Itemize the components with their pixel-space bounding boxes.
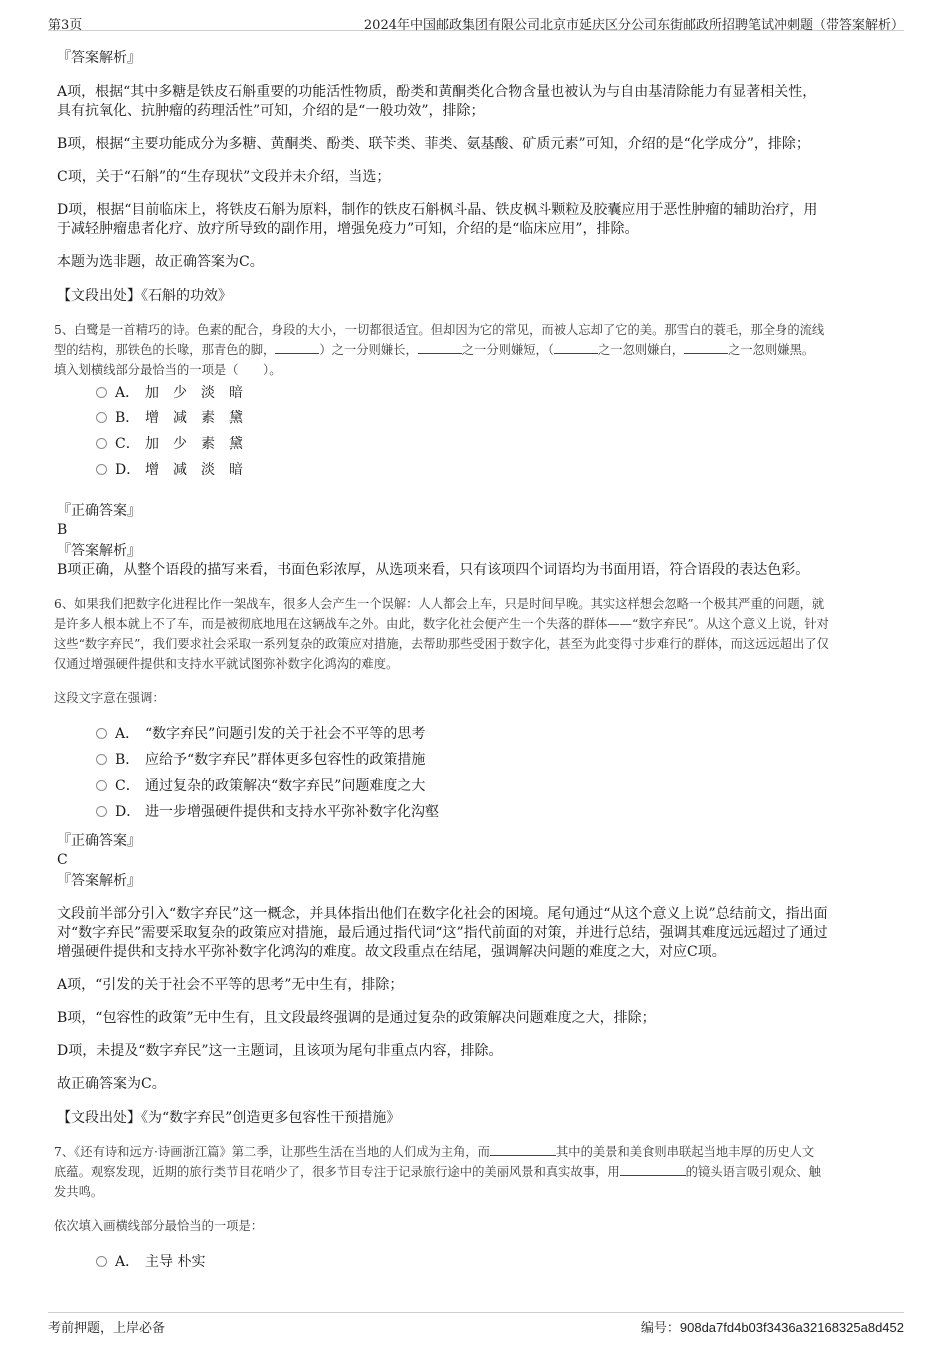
q4-analysis-b: B项，根据“主要功能成分为多糖、黄酮类、酚类、联苄类、菲类、氨基酸、矿质元素”可知，介绍的是“化学成分”，排除；	[57, 136, 810, 152]
q5-stem-line3: 填入划横线部分最恰当的一项是（ ）。	[54, 363, 282, 377]
q6-option-d[interactable]: D． 进一步增强硬件提供和支持水平弥补数字化沟壑	[96, 802, 439, 822]
radio-icon[interactable]	[96, 438, 107, 449]
q6-prompt: 这段文字意在强调：	[54, 691, 165, 705]
radio-icon[interactable]	[96, 387, 107, 398]
q7-blank-1	[490, 1142, 556, 1156]
q7-stem-line1	[54, 1142, 902, 1163]
q5-analysis-heading: 『答案解析』	[57, 543, 141, 559]
q4-analysis-c: C项，关于“石斛”的“生存现状”文段并未介绍，当选；	[57, 169, 391, 185]
q5-blank-2	[418, 340, 462, 354]
q5-stem-part-b: ）之一分则嫌长，	[319, 343, 418, 357]
q6-analysis-line2: 对“数字弃民”需要采取复杂的政策应对措施，最后通过指代词“这”指代前面的对策，并进行总结，强调其难度远远超过了通过	[57, 925, 828, 941]
q4-analysis-d-line2: 于减轻肿瘤患者化疗、放疗所导致的副作用，增强免疫力”可知，介绍的是“临床应用”，排除。	[57, 221, 639, 237]
q6-analysis-a: A项，“引发的关于社会不平等的思考”无中生有，排除；	[57, 977, 404, 993]
q6-analysis-line3: 增强硬件提供和支持水平弥补数字化鸿沟的难度。故文段重点在结尾，强调解决问题的难度之大，对应C项。	[57, 944, 726, 960]
q5-stem-part-d: 之一忽则嫌白，	[597, 343, 685, 357]
radio-icon[interactable]	[96, 806, 107, 817]
q5-option-c[interactable]: C． 加 少 素 黛	[96, 434, 243, 454]
q5-stem-line2	[54, 340, 902, 361]
q7-stem-part-a: 7、《还有诗和远方·诗画浙江篇》第二季，让那些生活在当地的人们成为主角，而	[54, 1145, 490, 1159]
q6-analysis-b: B项，“包容性的政策”无中生有，且文段最终强调的是通过复杂的政策解决问题难度之大，排除；	[57, 1010, 656, 1026]
q4-analysis-a-line2: 具有抗氧化、抗肿瘤的药理活性”可知，介绍的是“一般功效”，排除；	[57, 103, 485, 119]
q7-option-a[interactable]: A． 主导 朴实	[96, 1252, 205, 1272]
q5-blank-3	[554, 340, 598, 354]
q6-answer-heading: 『正确答案』	[57, 833, 141, 849]
q5-option-a[interactable]: A． 加 少 淡 暗	[96, 383, 243, 403]
q6-conclusion: 故正确答案为C。	[57, 1076, 166, 1092]
q7-stem-part-d: 的镜头语言吸引观众、触	[685, 1165, 821, 1179]
q5-stem-part-c: 之一分则嫌短，（	[461, 343, 554, 357]
q7-stem-part-c: 底蕴。观察发现，近期的旅行类节目花哨少了，很多节目专注于记录旅行途中的美丽风景和真实故事，用	[54, 1165, 620, 1179]
radio-icon[interactable]	[96, 412, 107, 423]
document-title: 2024年中国邮政集团有限公司北京市延庆区分公司东街邮政所招聘笔试冲刺题（带答案解析）	[363, 18, 904, 33]
q6-source: 【文段出处】《为“数字弃民”创造更多包容性干预措施》	[57, 1110, 401, 1126]
q5-option-d[interactable]: D． 增 减 淡 暗	[96, 460, 243, 480]
q6-analysis-line1: 文段前半部分引入“数字弃民”这一概念，并具体指出他们在数字化社会的困境。尾句通过“从这个意义上说”总结前文，指出面	[57, 906, 828, 922]
radio-icon[interactable]	[96, 464, 107, 475]
q4-analysis-heading: 『答案解析』	[57, 50, 141, 66]
footer-slogan: 考前押题，上岸必备	[48, 1321, 166, 1336]
q6-stem-line3: 这些“数字弃民”，我们要求社会采取一系列复杂的政策应对措施，去帮助那些受困于数字化，甚至为此变得寸步难行的群体，而这远远超出了仅	[54, 637, 829, 651]
q5-answer: B	[57, 522, 68, 538]
q7-stem-line2	[54, 1162, 902, 1183]
q6-stem-line2: 是许多人根本就上不了车，而是被彻底地甩在这辆战车之外。由此，数字化社会便产生一个失落的群体——“数字弃民”。从这个意义上说，针对	[54, 617, 829, 631]
footer-code	[641, 1317, 904, 1336]
page-header	[48, 10, 904, 31]
q6-stem-line1: 6、如果我们把数字化进程比作一架战车，很多人会产生一个误解：人人都会上车，只是时间早晚。其实这样想会忽略一个极其严重的问题，就	[54, 597, 825, 611]
q4-analysis-a-line1: A项，根据“其中多糖是铁皮石斛重要的功能活性物质，酚类和黄酮类化合物含量也被认为与自由基清除能力有显著相关性，	[57, 84, 817, 100]
q7-prompt: 依次填入画横线部分最恰当的一项是：	[54, 1219, 264, 1233]
q6-answer: C	[57, 852, 68, 868]
footer-code-label: 编号：	[640, 1321, 680, 1336]
q4-conclusion: 本题为选非题，故正确答案为C。	[57, 254, 264, 270]
q7-blank-2	[620, 1162, 686, 1176]
q6-stem-line4: 仅通过增强硬件提供和支持水平就试图弥补数字化鸿沟的难度。	[54, 657, 399, 671]
radio-icon[interactable]	[96, 754, 107, 765]
page-number: 第3页	[48, 18, 83, 33]
q6-option-a[interactable]: A． “数字弃民”问题引发的关于社会不平等的思考	[96, 724, 425, 744]
q5-stem-part-e: 之一忽则嫌黑。	[728, 343, 815, 357]
q5-blank-1	[275, 340, 319, 354]
q6-analysis-d: D项，未提及“数字弃民”这一主题词，且该项为尾句非重点内容，排除。	[57, 1043, 503, 1059]
radio-icon[interactable]	[96, 728, 107, 739]
q6-option-c[interactable]: C． 通过复杂的政策解决“数字弃民”问题难度之大	[96, 776, 425, 796]
q5-answer-heading: 『正确答案』	[57, 503, 141, 519]
radio-icon[interactable]	[96, 1256, 107, 1267]
q5-option-b[interactable]: B． 增 减 素 黛	[96, 408, 243, 428]
q6-option-b[interactable]: B． 应给予“数字弃民”群体更多包容性的政策措施	[96, 750, 425, 770]
q6-analysis-heading: 『答案解析』	[57, 873, 141, 889]
footer-code-value: 908da7fd4b03f3436a32168325a8d452	[679, 1320, 904, 1335]
q5-blank-4	[684, 340, 728, 354]
page-footer	[48, 1312, 904, 1335]
q7-stem-line3: 发共鸣。	[54, 1185, 104, 1199]
q4-analysis-d-line1: D项，根据“目前临床上，将铁皮石斛为原料，制作的铁皮石斛枫斗晶、铁皮枫斗颗粒及胶囊应用于恶性肿瘤的辅助治疗，用	[57, 202, 818, 218]
q4-source: 【文段出处】《石斛的功效》	[57, 288, 232, 304]
radio-icon[interactable]	[96, 780, 107, 791]
q5-analysis: B项正确，从整个语段的描写来看，书面色彩浓厚，从选项来看，只有该项四个词语均为书面用语，符合语段的表达色彩。	[57, 562, 810, 578]
q7-stem-part-b: 其中的美景和美食则串联起当地丰厚的历史人文	[555, 1145, 815, 1159]
q5-stem-part-a: 型的结构，那铁色的长喙，那青色的脚，	[54, 343, 276, 357]
q5-stem-line1: 5、白鹭是一首精巧的诗。色素的配合，身段的大小，一切都很适宜。但却因为它的常见，而被人忘却了它的美。那雪白的蓑毛，那全身的流线	[54, 323, 825, 337]
